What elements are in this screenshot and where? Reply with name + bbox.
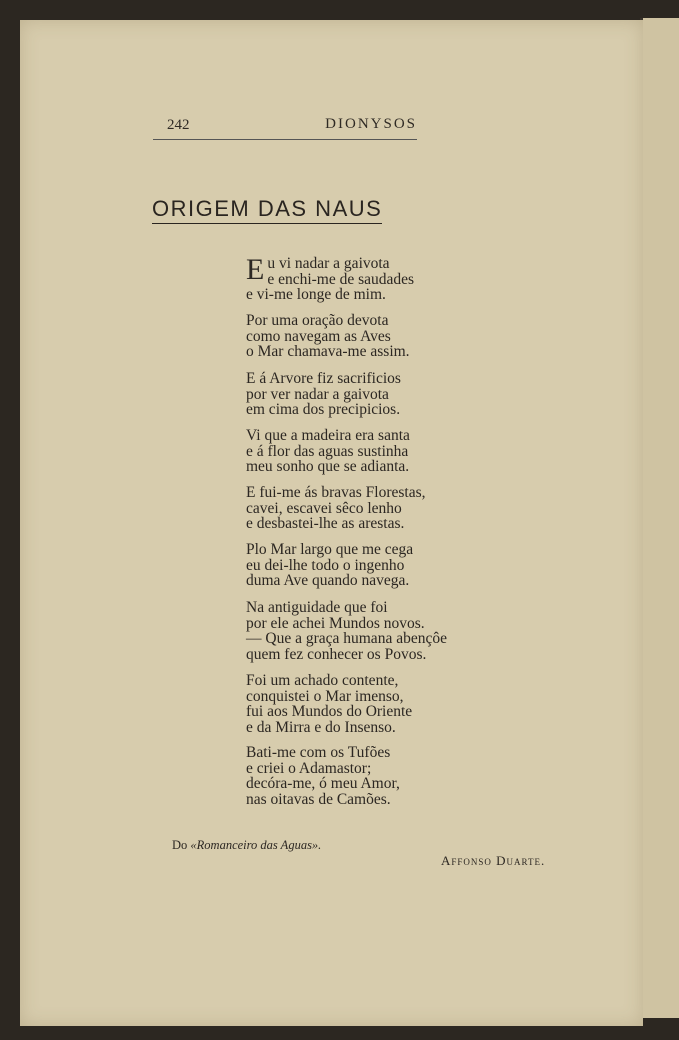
stanza-2 bbox=[246, 313, 410, 360]
poem-line: e desbastei-lhe as arestas. bbox=[246, 515, 405, 533]
journal-title: DIONYSOS bbox=[325, 116, 417, 132]
poem-line: o Mar chamava-me assim. bbox=[246, 343, 410, 361]
poem-line: por ver nadar a gaivota bbox=[246, 385, 389, 403]
poem-line: e á flor das aguas sustinha bbox=[246, 442, 409, 460]
poem-line: como navegam as Aves bbox=[246, 327, 391, 345]
poem-line: duma Ave quando navega. bbox=[246, 572, 410, 590]
poem-line: por ele achei Mundos novos. bbox=[246, 614, 425, 632]
poem-line: cavei, escavei sêco lenho bbox=[246, 499, 402, 517]
poem-line: eu dei-lhe todo o ingenho bbox=[246, 556, 405, 574]
stanza-5 bbox=[246, 485, 426, 532]
poem-line: e da Mirra e do Insenso. bbox=[246, 718, 396, 736]
poem-line: Bati-me com os Tufões bbox=[246, 744, 391, 761]
poem-line: decóra-me, ó meu Amor, bbox=[246, 775, 400, 793]
poem-line: Vi que a madeira era santa bbox=[246, 427, 410, 444]
source-note bbox=[172, 838, 321, 853]
drop-cap: E bbox=[246, 253, 265, 286]
stanza-4 bbox=[246, 428, 410, 475]
poem-line: Na antiguidade que foi bbox=[246, 599, 388, 616]
source-work: «Romanceiro das Aguas». bbox=[190, 838, 322, 852]
stanza-3 bbox=[246, 371, 401, 418]
poem-line: em cima dos precipicios. bbox=[246, 401, 401, 419]
poem-line: e criei o Adamastor; bbox=[246, 759, 372, 777]
running-head bbox=[153, 115, 417, 140]
poem-line: e vi-me longe de mim. bbox=[246, 286, 386, 304]
source-prefix: Do bbox=[172, 838, 191, 852]
poem-title: ORIGEM DAS NAUS bbox=[152, 196, 382, 224]
poem-line: fui aos Mundos do Oriente bbox=[246, 703, 413, 721]
poem-line: Plo Mar largo que me cega bbox=[246, 541, 414, 558]
poem-line: E á Arvore fiz sacrificios bbox=[246, 370, 401, 387]
poem-line: Foi um achado contente, bbox=[246, 672, 399, 689]
stanza-7 bbox=[246, 600, 447, 662]
poem-line: conquistei o Mar imenso, bbox=[246, 687, 404, 705]
poem-line: nas oitavas de Camões. bbox=[246, 790, 391, 808]
stanza-9 bbox=[246, 745, 400, 807]
poem-line: u vi nadar a gaivota bbox=[267, 255, 390, 272]
book-page bbox=[20, 20, 643, 1026]
page-number: 242 bbox=[167, 117, 190, 133]
stanza-6 bbox=[246, 542, 413, 589]
poem-line: — Que a graça humana abençôe bbox=[246, 630, 447, 648]
poem-line: quem fez conhecer os Povos. bbox=[246, 645, 427, 663]
poem-line: meu sonho que se adianta. bbox=[246, 458, 410, 476]
stanza-1 bbox=[246, 253, 415, 304]
poem-line: E fui-me ás bravas Florestas, bbox=[246, 484, 426, 501]
author-signature: Affonso Duarte. bbox=[441, 853, 546, 868]
poem-line: Por uma oração devota bbox=[246, 312, 389, 329]
stanza-8 bbox=[246, 673, 412, 735]
poem-line: e enchi-me de saudades bbox=[267, 270, 415, 288]
adjacent-page-edge bbox=[640, 18, 679, 1018]
